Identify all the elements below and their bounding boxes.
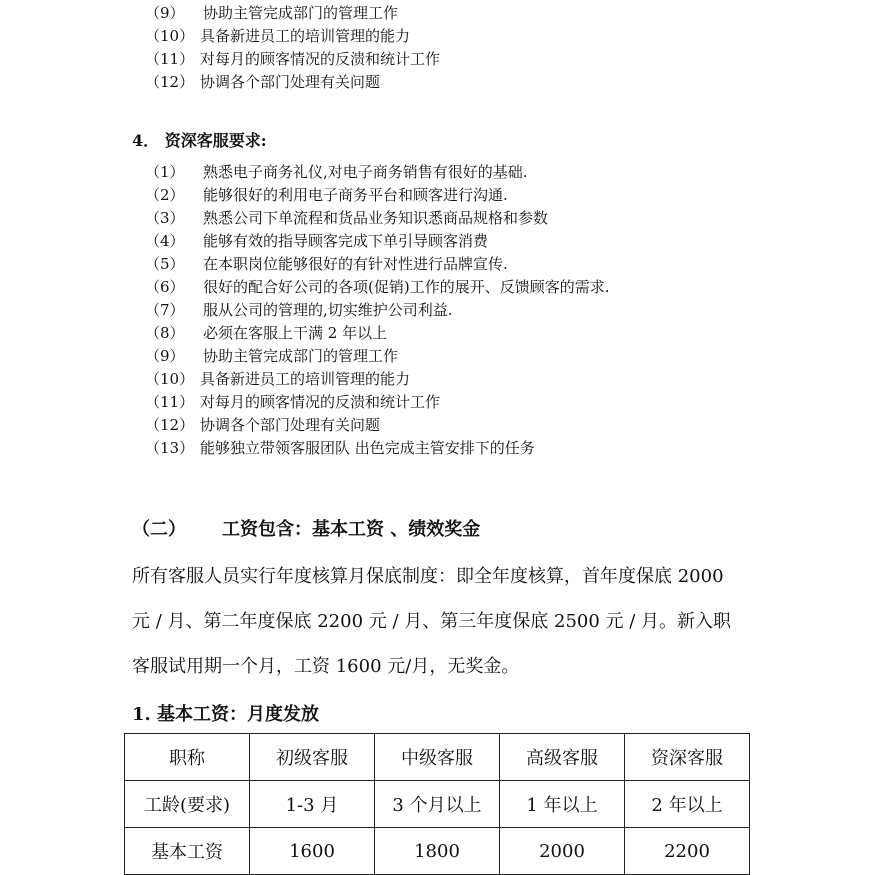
item-number: （5） (145, 255, 185, 273)
senior-cs-requirements-list (145, 161, 609, 460)
item-text: 能够有效的指导顾客完成下单引导顾客消费 (203, 232, 489, 250)
item-number: （7） (145, 301, 185, 319)
item-text: 熟悉电子商务礼仪,对电子商务销售有很好的基础. (203, 163, 528, 181)
table-cell: 2 年以上 (625, 781, 750, 828)
item-text: 能够独立带领客服团队 出色完成主管安排下的任务 (200, 439, 535, 457)
list-item (145, 71, 440, 94)
item-number: （3） (145, 209, 185, 227)
item-number: （10） (145, 370, 195, 388)
item-number: （12） (145, 73, 195, 91)
item-text: 具备新进员工的培训管理的能力 (200, 27, 411, 45)
item-text: 必须在客服上干满 2 年以上 (203, 324, 388, 342)
list-item (145, 391, 609, 414)
section-heading-salary (132, 515, 480, 541)
item-text: 对每月的顾客情况的反溃和统计工作 (200, 50, 441, 68)
item-number: （11） (145, 50, 195, 68)
salary-paragraph-line: 客服试用期一个月，工资 1600 元/月，无奖金。 (132, 656, 520, 677)
table-row (125, 828, 750, 875)
item-text: 服从公司的管理的,切实维护公司利益. (203, 301, 453, 319)
list-item (145, 207, 609, 230)
subheading-base-salary: 1. 基本工资：月度发放 (132, 704, 320, 725)
list-item (145, 230, 609, 253)
list-item (145, 368, 609, 391)
item-number: （12） (145, 416, 195, 434)
item-number: （2） (145, 186, 185, 204)
section-title: 工资包含：基本工资 、绩效奖金 (222, 519, 481, 540)
item-text: 协调各个部门处理有关问题 (200, 416, 381, 434)
item-text: 协助主管完成部门的管理工作 (203, 347, 399, 365)
table-cell: 1-3 月 (250, 781, 375, 828)
item-text: 很好的配合好公司的各项(促销)工作的展开、反馈顾客的需求. (203, 278, 610, 296)
item-number: （8） (145, 324, 185, 342)
section-number: （二） (132, 519, 186, 540)
list-item (145, 2, 440, 25)
table-header-cell: 职称 (125, 734, 250, 781)
list-item (145, 25, 440, 48)
list-item (145, 437, 609, 460)
table-header-cell: 初级客服 (250, 734, 375, 781)
list-item (145, 161, 609, 184)
item-number: （13） (145, 439, 195, 457)
duty-list-top (145, 2, 440, 94)
base-salary-table (124, 733, 750, 875)
salary-paragraph-line: 所有客服人员实行年度核算月保底制度：即全年度核算，首年度保底 2000 (132, 566, 724, 587)
table-cell: 1600 (250, 828, 375, 875)
item-number: （9） (145, 347, 185, 365)
table-header-cell: 资深客服 (625, 734, 750, 781)
table-cell: 2000 (500, 828, 625, 875)
list-item (145, 322, 609, 345)
table-cell: 基本工资 (125, 828, 250, 875)
item-number: （4） (145, 232, 185, 250)
table-cell: 1 年以上 (500, 781, 625, 828)
table-row (125, 734, 750, 781)
item-text: 协助主管完成部门的管理工作 (203, 4, 399, 22)
table-header-cell: 中级客服 (375, 734, 500, 781)
item-text: 对每月的顾客情况的反溃和统计工作 (200, 393, 441, 411)
table-header-cell: 高级客服 (500, 734, 625, 781)
table-cell: 1800 (375, 828, 500, 875)
list-item (145, 276, 609, 299)
item-text: 熟悉公司下单流程和货品业务知识悉商品规格和参数 (203, 209, 549, 227)
list-item (145, 184, 609, 207)
item-number: （10） (145, 27, 195, 45)
list-item (145, 299, 609, 322)
table-cell: 2200 (625, 828, 750, 875)
table-row (125, 781, 750, 828)
salary-paragraph-line: 元 / 月、第二年度保底 2200 元 / 月、第三年度保底 2500 元 / 月。新入职 (132, 611, 732, 632)
item-number: （6） (145, 278, 185, 296)
item-text: 具备新进员工的培训管理的能力 (200, 370, 411, 388)
list-item (145, 414, 609, 437)
item-number: （1） (145, 163, 185, 181)
item-number: （9） (145, 4, 185, 22)
list-item (145, 48, 440, 71)
list-item (145, 253, 609, 276)
list-item (145, 345, 609, 368)
item-text: 能够很好的利用电子商务平台和顾客进行沟通. (203, 186, 508, 204)
item-text: 在本职岗位能够很好的有针对性进行品牌宣传. (203, 255, 508, 273)
item-text: 协调各个部门处理有关问题 (200, 73, 381, 91)
section-heading-senior-cs: 4． 资深客服要求: (132, 131, 267, 150)
table-cell: 3 个月以上 (375, 781, 500, 828)
item-number: （11） (145, 393, 195, 411)
table-cell: 工龄(要求) (125, 781, 250, 828)
